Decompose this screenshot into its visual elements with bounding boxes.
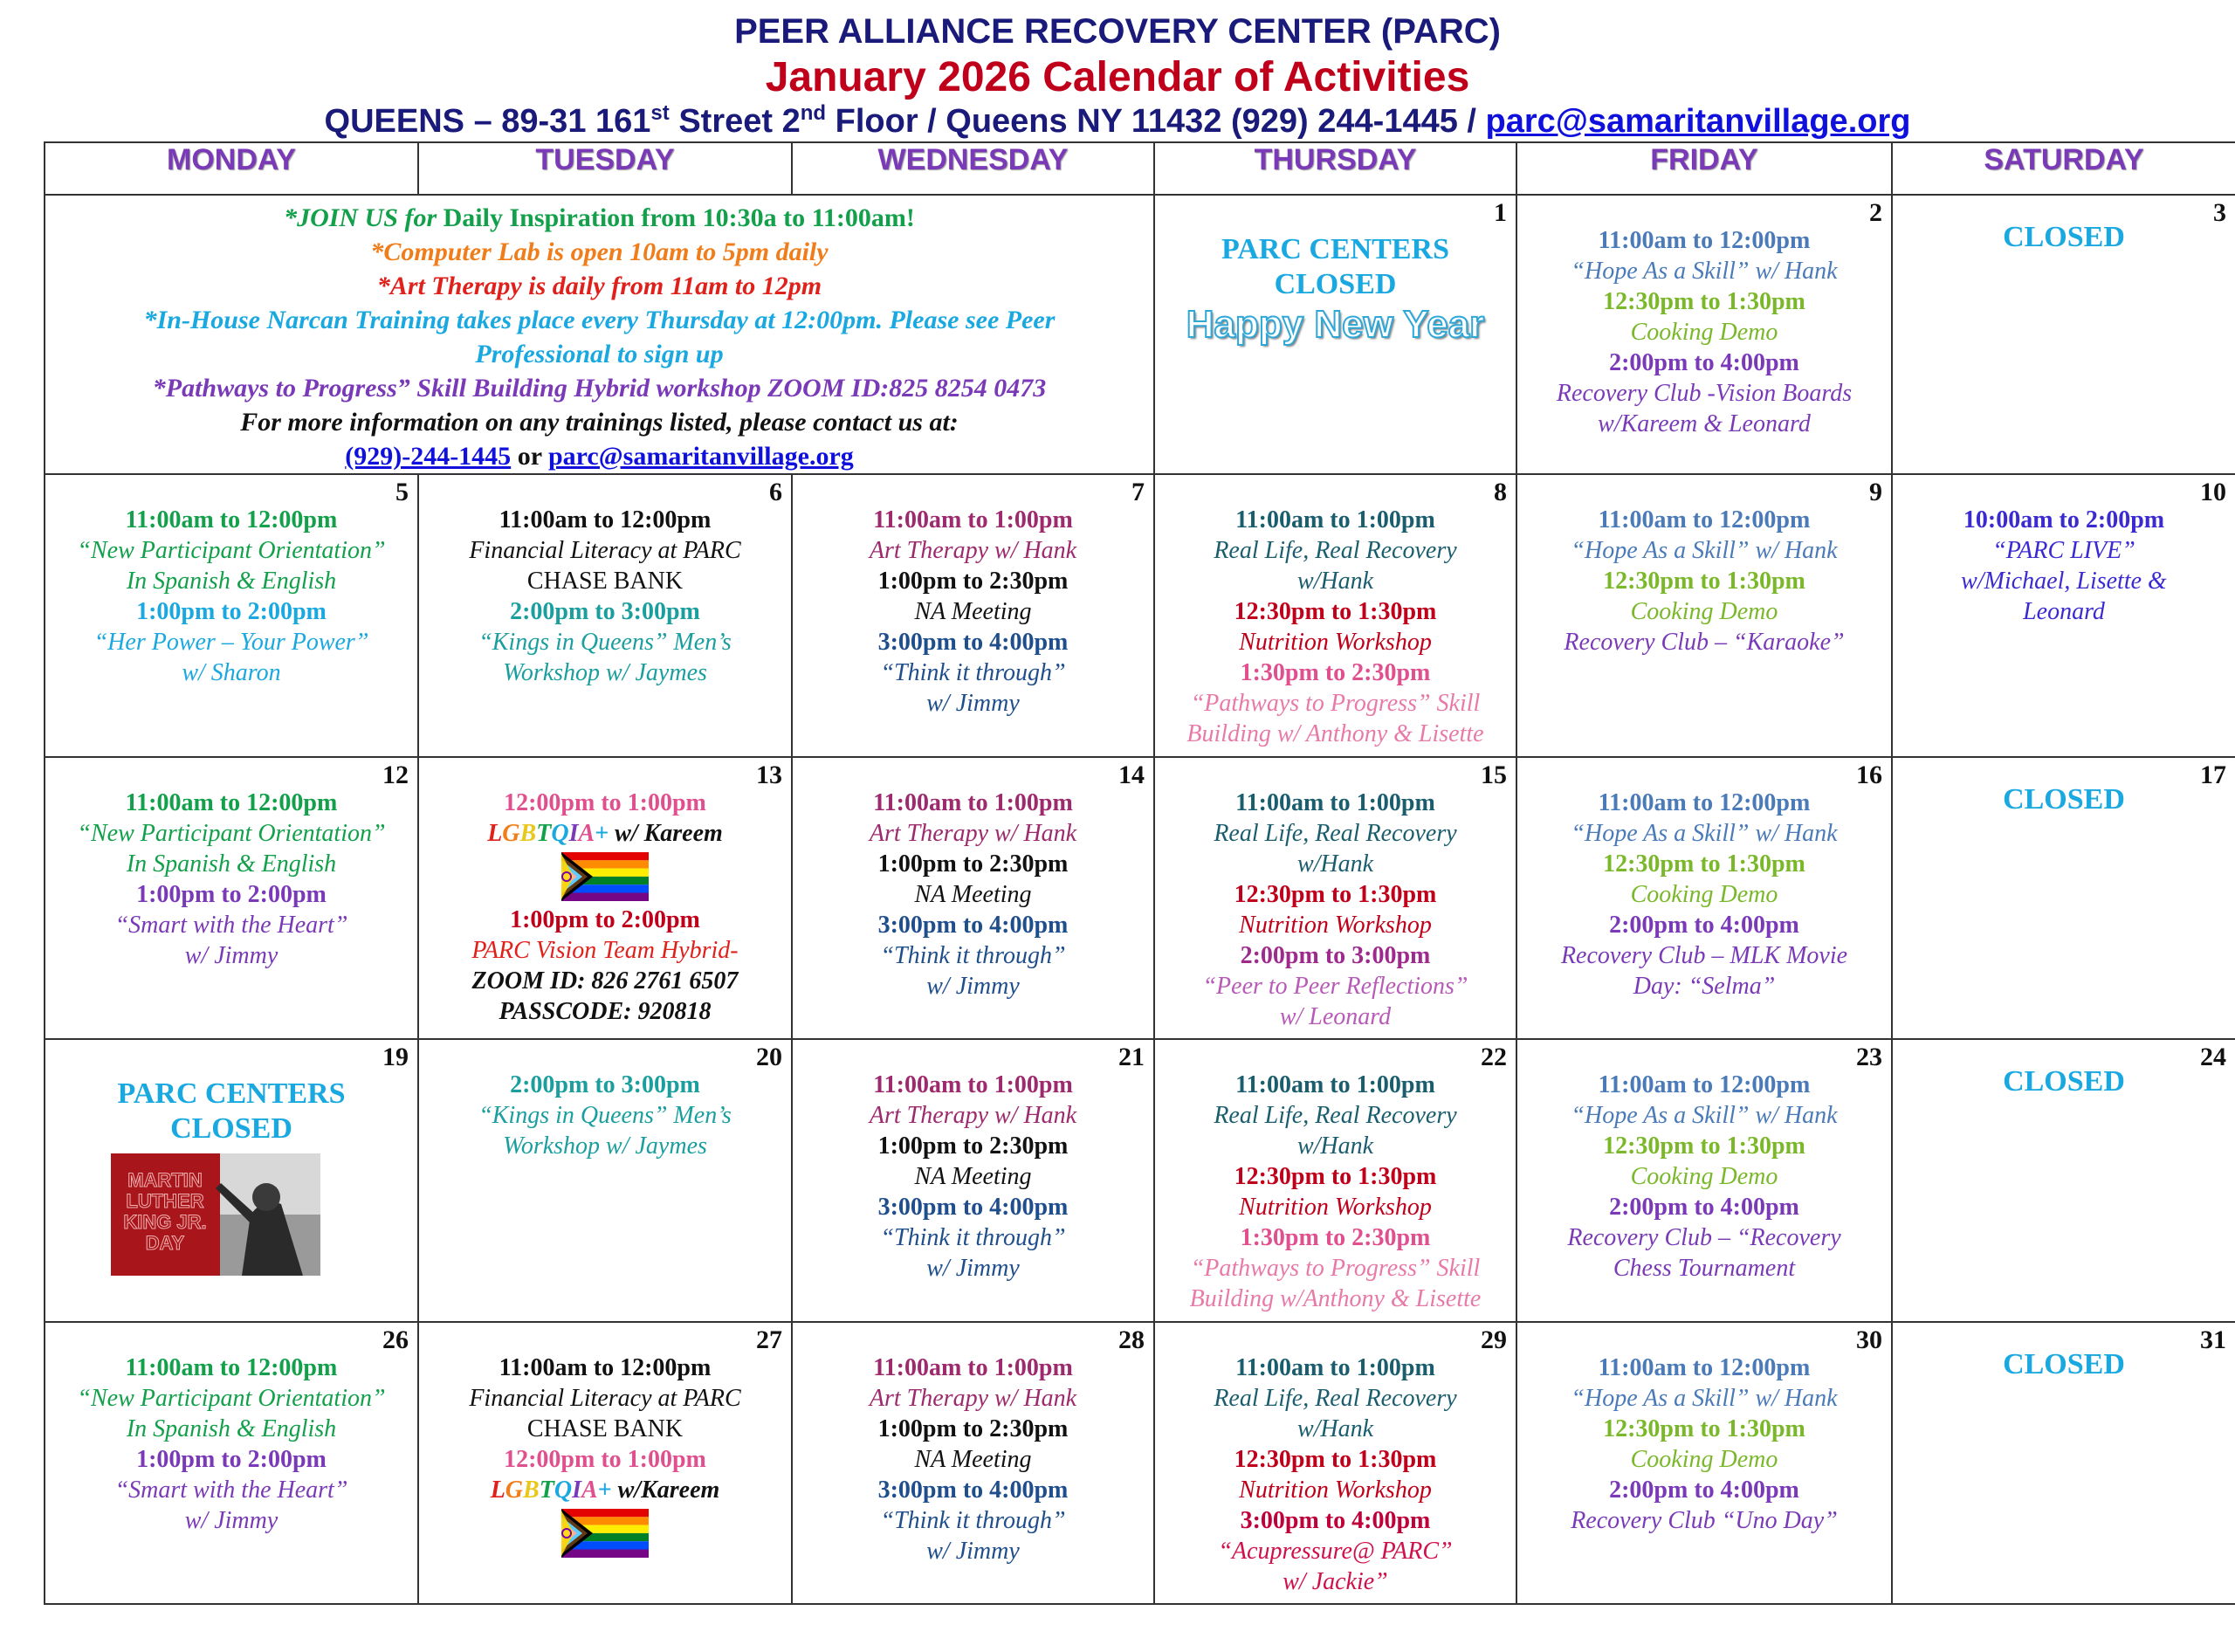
day-cell: [45, 1039, 418, 1321]
event-time: 2:00pm to 3:00pm: [510, 1071, 700, 1099]
event-host: w/ Jimmy: [184, 1506, 279, 1534]
event-title: Cooking Demo: [1630, 1445, 1778, 1473]
event-time: 11:00am to 12:00pm: [125, 788, 338, 816]
event-title: PARC Vision Team Hybrid-: [471, 936, 739, 964]
day-number: 29: [1481, 1325, 1507, 1354]
event-title: Nutrition Workshop: [1239, 1476, 1432, 1504]
notice-line: *In-House Narcan Training takes place every Thursday at 12:00pm. Please see Peer: [143, 306, 1056, 335]
event-time: 1:00pm to 2:30pm: [877, 1415, 1069, 1442]
event-host: w/Hank: [1296, 1415, 1374, 1442]
day-24: [1893, 1040, 2235, 1320]
day-cell: [418, 1322, 792, 1604]
event-time: 12:30pm to 1:30pm: [1234, 1163, 1437, 1191]
day-number: 27: [756, 1325, 782, 1354]
day-9: [1517, 475, 1891, 755]
event-time: 2:00pm to 4:00pm: [1609, 1194, 1799, 1222]
lgbtqia-letter: L: [487, 819, 503, 847]
address-part: QUEENS – 89-31 161: [324, 103, 651, 140]
lgbtqia-letter: B: [519, 819, 537, 847]
event-title: Art Therapy w/ Hank: [869, 819, 1077, 847]
day-number: 5: [395, 478, 409, 507]
day-number: 22: [1481, 1043, 1507, 1072]
event-time: 1:30pm to 2:30pm: [1240, 1224, 1431, 1252]
event-title: Recovery Club – MLK Movie: [1560, 941, 1848, 969]
event-time: 12:00pm to 1:00pm: [504, 788, 706, 816]
event-title: “Think it through”: [880, 659, 1066, 687]
event-title: Recovery Club “Uno Day”: [1571, 1506, 1838, 1534]
event-title: Art Therapy w/ Hank: [869, 1384, 1077, 1412]
closed-label: CLOSED: [2003, 782, 2125, 816]
event-title: “Smart with the Heart”: [114, 911, 348, 939]
day-number: 24: [2200, 1043, 2226, 1072]
closed-label: CLOSED: [1274, 268, 1397, 301]
org-name: PEER ALLIANCE RECOVERY CENTER (PARC): [734, 12, 1501, 51]
event-time: 11:00am to 1:00pm: [1235, 788, 1435, 816]
day-number: 14: [1118, 760, 1145, 789]
day-cell: [792, 474, 1154, 756]
notice-cell: [45, 195, 1154, 474]
event-title: In Spanish & English: [126, 850, 337, 878]
lgbtqia-letter: G: [505, 1476, 524, 1504]
event-title: Cooking Demo: [1630, 598, 1778, 626]
day-number: 28: [1118, 1325, 1145, 1354]
event-host: Leonard: [2023, 598, 2105, 626]
closed-label: CLOSED: [2003, 221, 2125, 254]
notice-line: *Computer Lab is open 10am to 5pm daily: [370, 237, 829, 267]
notice-text: or: [511, 442, 548, 472]
event-host: w/Kareem: [611, 1476, 720, 1504]
event-host: w/Michael, Lisette &: [1961, 568, 2167, 595]
event-time: 11:00am to 1:00pm: [873, 1071, 1073, 1099]
notice-block: [45, 196, 1153, 473]
lgbtqia-title: [419, 1475, 791, 1505]
lgbtqia-letter: T: [539, 1476, 554, 1504]
event-time: 3:00pm to 4:00pm: [877, 1194, 1069, 1222]
event-title: Art Therapy w/ Hank: [869, 537, 1077, 565]
event-title: Day: “Selma”: [1633, 972, 1776, 1000]
day-29: [1155, 1323, 1516, 1603]
event-host: w/ Jimmy: [926, 972, 1020, 1000]
event-title: Recovery Club -Vision Boards: [1556, 380, 1853, 408]
event-time: 11:00am to 12:00pm: [499, 1353, 712, 1381]
event-time: 1:00pm to 2:00pm: [510, 905, 700, 933]
closed-label: PARC CENTERS: [117, 1077, 346, 1111]
event-title: Recovery Club – “Karaoke”: [1564, 629, 1845, 657]
event-title: Art Therapy w/ Hank: [869, 1102, 1077, 1130]
event-title: Cooking Demo: [1630, 880, 1778, 908]
day-15: [1155, 758, 1516, 1038]
day-13: [419, 758, 791, 1038]
event-title: NA Meeting: [914, 1163, 1032, 1191]
lgbtqia-letter: A: [581, 1476, 598, 1504]
event-time: 11:00am to 12:00pm: [499, 506, 712, 534]
happy-new-year-graphic: Happy New Year: [1186, 303, 1485, 347]
address-sup: st: [650, 101, 670, 125]
address-line: [0, 100, 2235, 143]
event-time: 11:00am to 1:00pm: [1235, 506, 1435, 534]
week-row: [45, 1322, 2235, 1604]
day-23: [1517, 1040, 1891, 1320]
weekday-tuesday: TUESDAY: [418, 142, 792, 195]
event-time: 1:00pm to 2:00pm: [136, 1445, 327, 1473]
day-number: 9: [1869, 478, 1882, 507]
day-number: 15: [1481, 760, 1507, 789]
event-title: Nutrition Workshop: [1239, 1194, 1432, 1222]
week-row: [45, 1039, 2235, 1321]
pride-flag-icon: [561, 1509, 649, 1558]
weekday-saturday: SATURDAY: [1892, 142, 2235, 195]
pride-flag-icon: [561, 852, 649, 901]
closed-label: CLOSED: [170, 1112, 292, 1146]
day-2: [1517, 196, 1891, 473]
event-title: “Acupressure@ PARC”: [1218, 1537, 1453, 1565]
event-time: 12:30pm to 1:30pm: [1603, 850, 1805, 878]
day-number: 21: [1118, 1043, 1145, 1072]
event-title: Chess Tournament: [1613, 1255, 1796, 1283]
event-title: “Hope As a Skill” w/ Hank: [1571, 258, 1838, 286]
event-time: 11:00am to 12:00pm: [1598, 227, 1811, 255]
event-title: Recovery Club – “Recovery: [1567, 1224, 1841, 1252]
day-16: [1517, 758, 1891, 1038]
day-cell: [1516, 1039, 1892, 1321]
event-title: Nutrition Workshop: [1239, 629, 1432, 657]
event-title: “Hope As a Skill” w/ Hank: [1571, 1102, 1838, 1130]
event-title: Real Life, Real Recovery: [1214, 1102, 1457, 1130]
day-21: [793, 1040, 1153, 1320]
notice-text: *JOIN US for: [284, 203, 444, 233]
event-title: CHASE BANK: [526, 1415, 684, 1442]
day-10: [1893, 475, 2235, 755]
day-number: 16: [1856, 760, 1882, 789]
event-title: “New Participant Orientation”: [77, 1384, 386, 1412]
day-cell: [1516, 474, 1892, 756]
day-number: 23: [1856, 1043, 1882, 1072]
day-28: [793, 1323, 1153, 1603]
event-title: “Kings in Queens” Men’s: [478, 629, 732, 657]
event-title: Real Life, Real Recovery: [1214, 537, 1457, 565]
event-time: 11:00am to 1:00pm: [1235, 1071, 1435, 1099]
event-host: Workshop w/ Jaymes: [503, 1132, 707, 1160]
event-title: NA Meeting: [914, 1445, 1032, 1473]
event-time: 11:00am to 1:00pm: [1235, 1353, 1435, 1381]
event-host: Building w/Anthony & Lisette: [1189, 1285, 1482, 1313]
closed-label: CLOSED: [2003, 1347, 2125, 1380]
lgbtqia-title: [419, 818, 791, 849]
day-cell: [1892, 195, 2235, 474]
day-17: [1893, 758, 2235, 1038]
week-row: [45, 474, 2235, 756]
event-time: 11:00am to 12:00pm: [1598, 1353, 1811, 1381]
event-title: “Smart with the Heart”: [114, 1476, 348, 1504]
event-title: Cooking Demo: [1630, 319, 1778, 347]
event-host: Building w/ Anthony & Lisette: [1186, 720, 1484, 748]
day-number: 1: [1494, 198, 1507, 228]
event-host: w/Kareem & Leonard: [1598, 410, 1811, 438]
event-title: “Pathways to Progress” Skill: [1190, 690, 1481, 718]
event-host: w/ Sharon: [182, 659, 281, 687]
weekday-monday: MONDAY: [45, 142, 418, 195]
event-title: Real Life, Real Recovery: [1214, 819, 1457, 847]
day-7: [793, 475, 1153, 755]
day-number: 13: [756, 760, 782, 789]
weekday-header-row: [45, 142, 2235, 195]
day-cell: [418, 1039, 792, 1321]
weekday-wednesday: WEDNESDAY: [792, 142, 1154, 195]
event-host: w/ Jimmy: [926, 1255, 1020, 1283]
day-number: 19: [382, 1043, 409, 1072]
day-cell: [1892, 1322, 2235, 1604]
day-cell: [792, 1322, 1154, 1604]
event-time: 12:30pm to 1:30pm: [1603, 288, 1805, 316]
event-title: “Kings in Queens” Men’s: [478, 1102, 732, 1130]
event-host: w/ Jimmy: [184, 941, 279, 969]
day-number: 17: [2200, 760, 2226, 789]
event-time: 11:00am to 1:00pm: [873, 788, 1073, 816]
day-cell: [418, 757, 792, 1039]
event-title: In Spanish & English: [126, 1415, 337, 1442]
event-title: “Pathways to Progress” Skill: [1190, 1255, 1481, 1283]
notice-line: *Pathways to Progress” Skill Building Hybrid workshop ZOOM ID:825 8254 0473: [152, 374, 1047, 403]
event-title: “Think it through”: [880, 941, 1066, 969]
day-27: [419, 1323, 791, 1603]
day-number: 10: [2200, 478, 2226, 507]
day-number: 20: [756, 1043, 782, 1072]
day-3: [1893, 196, 2235, 473]
day-19: [45, 1040, 417, 1320]
event-time: 11:00am to 12:00pm: [125, 1353, 338, 1381]
notice-text: Daily Inspiration from 10:30a to 11:00am!: [443, 203, 915, 233]
day-number: 31: [2200, 1325, 2226, 1354]
svg-text:DAY: DAY: [145, 1232, 185, 1255]
event-time: 3:00pm to 4:00pm: [1240, 1506, 1431, 1534]
svg-text:LUTHER: LUTHER: [126, 1190, 204, 1213]
notice-line: *Art Therapy is daily from 11am to 12pm: [376, 272, 822, 301]
day-cell: [1892, 757, 2235, 1039]
address-part: Floor / Queens NY 11432 (929) 244-1445 /: [826, 103, 1486, 140]
day-5: [45, 475, 417, 755]
event-title: NA Meeting: [914, 598, 1032, 626]
day-cell: [1892, 1039, 2235, 1321]
event-title: “Her Power – Your Power”: [93, 629, 369, 657]
event-title: “Hope As a Skill” w/ Hank: [1571, 819, 1838, 847]
event-title: Financial Literacy at PARC: [469, 1384, 741, 1412]
address-sup: nd: [800, 101, 827, 125]
notice-line: For more information on any trainings listed, please contact us at:: [240, 408, 959, 437]
event-time: 11:00am to 1:00pm: [873, 506, 1073, 534]
event-time: 1:00pm to 2:00pm: [136, 880, 327, 908]
day-22: [1155, 1040, 1516, 1320]
lgbtqia-letter: L: [490, 1476, 505, 1504]
lgbtqia-letter: +: [595, 819, 609, 847]
event-time: 11:00am to 12:00pm: [1598, 1071, 1811, 1099]
event-time: 2:00pm to 4:00pm: [1609, 349, 1799, 377]
event-time: 11:00am to 12:00pm: [1598, 788, 1811, 816]
event-time: 10:00am to 2:00pm: [1963, 506, 2165, 534]
event-title: “Think it through”: [880, 1506, 1066, 1534]
event-time: 2:00pm to 3:00pm: [1240, 941, 1431, 969]
event-time: 12:30pm to 1:30pm: [1603, 1415, 1805, 1442]
event-time: 12:30pm to 1:30pm: [1603, 1132, 1805, 1160]
event-host: w/Hank: [1296, 1132, 1374, 1160]
lgbtqia-letter: T: [536, 819, 552, 847]
event-time: 1:00pm to 2:30pm: [877, 568, 1069, 595]
day-number: 26: [382, 1325, 409, 1354]
phone-link[interactable]: (929)-244-1445: [345, 442, 512, 472]
svg-text:KING JR.: KING JR.: [123, 1211, 207, 1234]
day-20: [419, 1040, 791, 1320]
day-number: 3: [2213, 198, 2226, 228]
day-cell: [1516, 195, 1892, 474]
closed-label: CLOSED: [2003, 1065, 2125, 1098]
lgbtqia-letter: Q: [554, 1476, 573, 1504]
event-time: 2:00pm to 4:00pm: [1609, 911, 1799, 939]
week-row: [45, 757, 2235, 1039]
email-link[interactable]: parc@samaritanvillage.org: [1485, 103, 1911, 140]
event-time: 11:00am to 12:00pm: [125, 506, 338, 534]
lgbtqia-letter: I: [568, 819, 579, 847]
day-cell: [1154, 195, 1516, 474]
event-time: 11:00am to 1:00pm: [873, 1353, 1073, 1381]
event-title: “Hope As a Skill” w/ Hank: [1571, 1384, 1838, 1412]
day-cell: [792, 757, 1154, 1039]
day-number: 12: [382, 760, 409, 789]
day-cell: [792, 1039, 1154, 1321]
lgbtqia-letter: Q: [551, 819, 569, 847]
event-title: “Hope As a Skill” w/ Hank: [1571, 537, 1838, 565]
event-title: “Peer to Peer Reflections”: [1202, 972, 1468, 1000]
event-host: w/ Kareem: [609, 819, 723, 847]
event-time: 1:00pm to 2:30pm: [877, 1132, 1069, 1160]
event-time: 3:00pm to 4:00pm: [877, 911, 1069, 939]
email-link[interactable]: parc@samaritanvillage.org: [547, 442, 854, 472]
day-8: [1155, 475, 1516, 755]
event-time: 12:30pm to 1:30pm: [1234, 1445, 1437, 1473]
calendar-title: January 2026 Calendar of Activities: [765, 54, 1470, 100]
event-time: 12:30pm to 1:30pm: [1234, 880, 1437, 908]
event-time: 2:00pm to 4:00pm: [1609, 1476, 1799, 1504]
event-title: “Think it through”: [880, 1224, 1066, 1252]
lgbtqia-letter: A: [578, 819, 595, 847]
closed-label: PARC CENTERS: [1221, 233, 1449, 266]
day-number: 2: [1869, 198, 1882, 228]
event-time: 3:00pm to 4:00pm: [877, 629, 1069, 657]
event-title: In Spanish & English: [126, 568, 337, 595]
day-26: [45, 1323, 417, 1603]
day-cell: [45, 757, 418, 1039]
notice-line: Professional to sign up: [475, 340, 724, 369]
event-host: w/Hank: [1296, 568, 1374, 595]
lgbtqia-letter: B: [523, 1476, 540, 1504]
day-1: [1155, 196, 1516, 473]
day-cell: [1892, 474, 2235, 756]
day-cell: [1516, 757, 1892, 1039]
zoom-id: ZOOM ID: 826 2761 6507: [471, 967, 739, 995]
event-host: w/Hank: [1296, 850, 1374, 878]
event-time: 2:00pm to 3:00pm: [510, 598, 700, 626]
event-time: 12:30pm to 1:30pm: [1603, 568, 1805, 595]
event-time: 12:30pm to 1:30pm: [1234, 598, 1437, 626]
day-cell: [45, 474, 418, 756]
event-host: w/ Jimmy: [926, 690, 1020, 718]
event-host: w/ Jimmy: [926, 1537, 1020, 1565]
day-cell: [1516, 1322, 1892, 1604]
lgbtqia-letter: I: [572, 1476, 581, 1504]
notice-line: [45, 201, 1153, 235]
weekday-thursday: THURSDAY: [1154, 142, 1516, 195]
notice-line: [45, 439, 1153, 473]
event-host: w/ Jackie”: [1283, 1567, 1388, 1595]
day-6: [419, 475, 791, 755]
event-title: NA Meeting: [914, 880, 1032, 908]
event-title: “PARC LIVE”: [1992, 537, 2135, 565]
event-time: 11:00am to 12:00pm: [1598, 506, 1811, 534]
lgbtqia-letter: G: [502, 819, 520, 847]
event-time: 3:00pm to 4:00pm: [877, 1476, 1069, 1504]
day-number: 6: [769, 478, 782, 507]
event-title: “New Participant Orientation”: [77, 819, 386, 847]
address-part: Street 2: [669, 103, 801, 140]
day-cell: [418, 474, 792, 756]
event-title: Financial Literacy at PARC: [469, 537, 741, 565]
calendar-grid: [44, 141, 2235, 1605]
event-title: “New Participant Orientation”: [77, 537, 386, 565]
mlk-day-image: [111, 1153, 320, 1276]
day-12: [45, 758, 417, 1038]
zoom-passcode: PASSCODE: 920818: [499, 997, 712, 1025]
event-time: 1:00pm to 2:00pm: [136, 598, 327, 626]
weekday-friday: FRIDAY: [1516, 142, 1892, 195]
day-31: [1893, 1323, 2235, 1603]
day-cell: [1154, 1039, 1516, 1321]
day-cell: [45, 1322, 418, 1604]
event-host: w/ Leonard: [1279, 1002, 1392, 1030]
day-cell: [1154, 474, 1516, 756]
event-title: CHASE BANK: [526, 568, 684, 595]
event-time: 1:00pm to 2:30pm: [877, 850, 1069, 878]
svg-text:MARTIN: MARTIN: [127, 1169, 203, 1192]
day-14: [793, 758, 1153, 1038]
event-title: Real Life, Real Recovery: [1214, 1384, 1457, 1412]
lgbtqia-letter: +: [597, 1476, 612, 1504]
event-time: 12:00pm to 1:00pm: [504, 1445, 706, 1473]
day-cell: [1154, 757, 1516, 1039]
week-row: [45, 195, 2235, 474]
day-number: 8: [1494, 478, 1507, 507]
day-30: [1517, 1323, 1891, 1603]
day-number: 7: [1131, 478, 1145, 507]
day-cell: [1154, 1322, 1516, 1604]
event-title: Nutrition Workshop: [1239, 911, 1432, 939]
day-number: 30: [1856, 1325, 1882, 1354]
event-title: Cooking Demo: [1630, 1163, 1778, 1191]
event-time: 1:30pm to 2:30pm: [1240, 659, 1431, 687]
event-host: Workshop w/ Jaymes: [503, 659, 707, 687]
